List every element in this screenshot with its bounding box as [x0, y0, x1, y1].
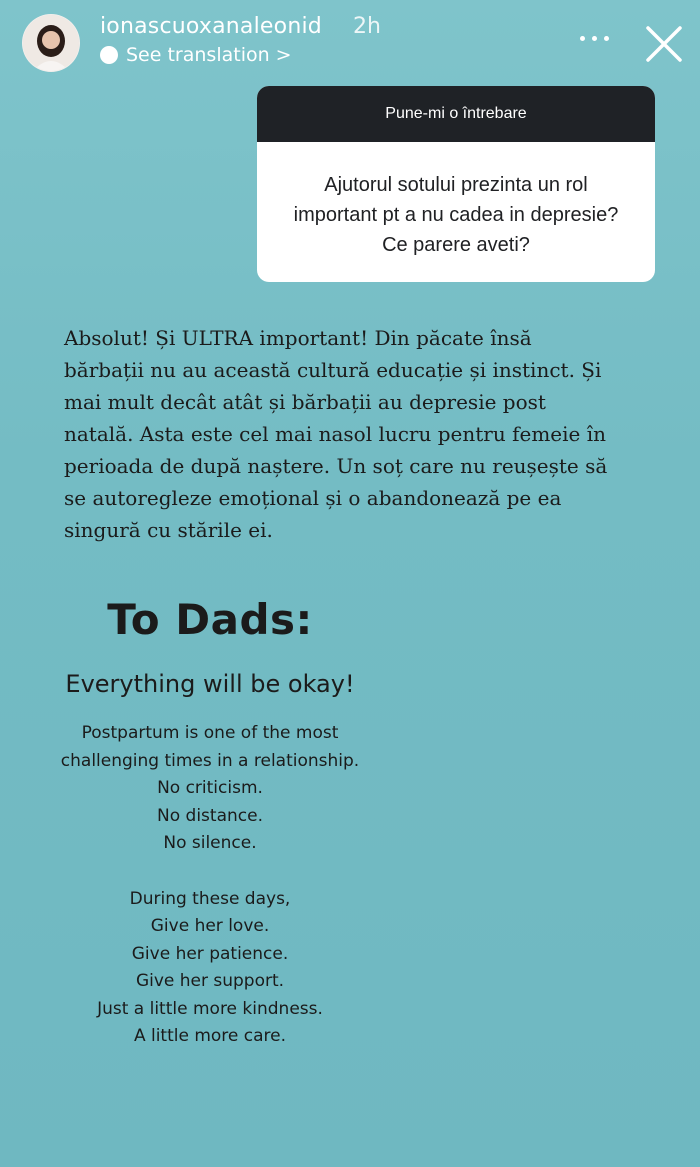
dads-line: Just a little more kindness. — [97, 998, 323, 1019]
username[interactable]: ionascuoxanaleonid — [100, 14, 322, 39]
dads-line: No silence. — [163, 833, 257, 853]
dads-line: Give her patience. — [131, 943, 289, 964]
dads-title: To Dads: — [107, 595, 313, 644]
spacer — [30, 858, 390, 886]
answer-line: Absolut! Și ULTRA important! Din păcate însă — [64, 326, 532, 350]
more-dot-icon — [604, 36, 609, 41]
dads-line: A little more care. — [133, 1026, 287, 1046]
question-sticker-title: Pune-mi o întrebare — [257, 86, 655, 142]
dads-subtitle: Everything will be okay! — [65, 670, 355, 698]
see-translation-link[interactable] — [100, 44, 292, 66]
to-dads-image — [30, 595, 390, 1051]
answer-line: mai mult decât atât și bărbații au depresie post — [64, 390, 546, 414]
post-time: 2h — [353, 14, 381, 39]
answer-line: bărbații nu au această cultură educație și instinct. Și — [64, 358, 602, 382]
answer-line: natală. Asta este cel mai nasol lucru pentru femeie în — [64, 422, 606, 446]
dads-line: Give her love. — [150, 916, 270, 936]
answer-text — [64, 322, 664, 546]
question-text: Ajutorul sotului prezinta un rol important pt a nu cadea in depresie? Ce parere aveti? — [293, 174, 619, 256]
more-dot-icon — [592, 36, 597, 41]
dads-line: No distance. — [157, 805, 263, 826]
dads-line: Postpartum is one of the most — [81, 723, 339, 743]
translate-icon — [100, 46, 118, 64]
more-options-button[interactable] — [578, 24, 612, 54]
close-icon — [644, 24, 684, 64]
dads-line: During these days, — [129, 888, 291, 909]
avatar[interactable] — [22, 14, 80, 72]
answer-line: singură cu stările ei. — [64, 518, 273, 542]
more-dot-icon — [580, 36, 585, 41]
dads-line: Give her support. — [135, 971, 285, 991]
answer-line: perioada de după naștere. Un soț care nu reușește să — [64, 454, 608, 478]
dads-message — [30, 720, 390, 1051]
answer-line: se autoregleze emoțional și o abandonează pe ea — [64, 486, 562, 510]
story-header — [0, 0, 700, 90]
avatar-image — [23, 15, 79, 71]
dads-line: No criticism. — [157, 778, 263, 798]
close-button[interactable] — [644, 24, 684, 64]
dads-line: challenging times in a relationship. — [60, 750, 360, 771]
question-sticker — [257, 86, 655, 282]
see-translation-label: See translation > — [126, 44, 292, 66]
